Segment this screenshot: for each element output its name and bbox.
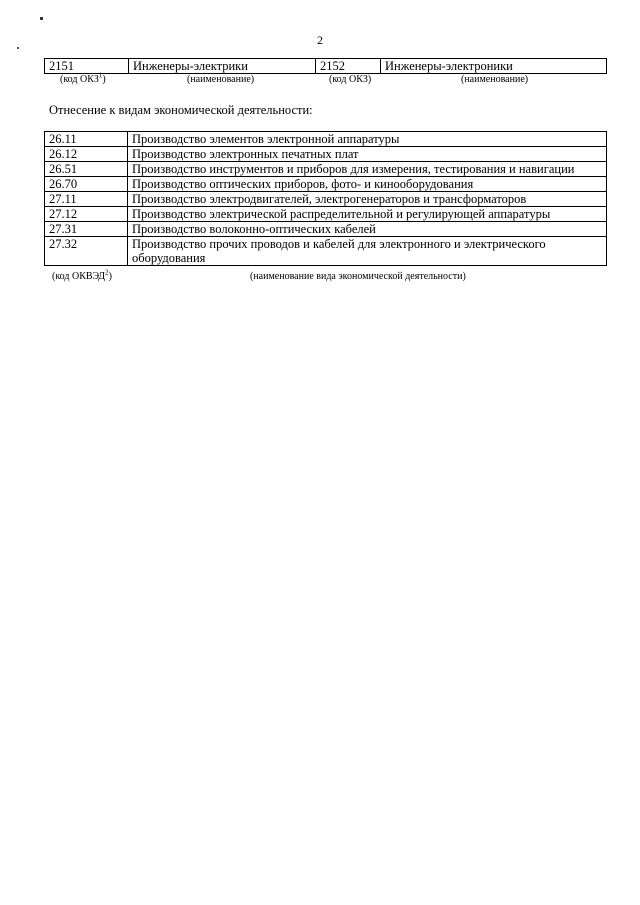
okved-code-cell: 27.31 bbox=[45, 222, 128, 237]
okved-name-caption: (наименование вида экономической деятельности) bbox=[250, 271, 466, 282]
okved-code-cell: 26.12 bbox=[45, 147, 128, 162]
okved-table bbox=[44, 131, 607, 266]
okz-code-caption-close: ) bbox=[102, 74, 106, 85]
okz-code-cell: 2152 bbox=[316, 59, 381, 74]
okved-code-cell: 26.11 bbox=[45, 132, 128, 147]
okved-name-cell: Производство элементов электронной аппаратуры bbox=[128, 132, 607, 147]
table-row bbox=[45, 59, 607, 74]
okved-code-cell: 26.70 bbox=[45, 177, 128, 192]
table-row bbox=[45, 237, 607, 266]
footnote-marker: 2 bbox=[105, 268, 109, 277]
okved-name-cell: Производство инструментов и приборов для измерения, тестирования и навигации bbox=[128, 162, 607, 177]
okved-code-cell: 27.11 bbox=[45, 192, 128, 207]
okved-code-caption-close: ) bbox=[108, 271, 112, 282]
okz-table bbox=[44, 58, 607, 74]
page-number: 2 bbox=[317, 33, 323, 47]
okved-name-cell: Производство волоконно-оптических кабелей bbox=[128, 222, 607, 237]
table-row bbox=[45, 132, 607, 147]
okz-name-cell: Инженеры-электроники bbox=[381, 59, 607, 74]
table-row bbox=[45, 192, 607, 207]
okved-name-cell: Производство электронных печатных плат bbox=[128, 147, 607, 162]
okz-code-caption-label: (код ОКЗ bbox=[60, 74, 99, 85]
okz-code-cell: 2151 bbox=[45, 59, 129, 74]
footnote-marker: 1 bbox=[98, 71, 103, 80]
okved-code-cell: 27.12 bbox=[45, 207, 128, 222]
table-row bbox=[45, 207, 607, 222]
okved-code-cell: 27.32 bbox=[45, 237, 128, 266]
okz-name-cell: Инженеры-электрики bbox=[129, 59, 316, 74]
okved-code-caption bbox=[52, 268, 112, 282]
okz-code-caption bbox=[60, 71, 106, 85]
okved-name-cell: Производство прочих проводов и кабелей для электронного и электрического оборудования bbox=[128, 237, 607, 266]
table-row bbox=[45, 147, 607, 162]
table-row bbox=[45, 162, 607, 177]
okved-name-cell: Производство электрической распределительной и регулирующей аппаратуры bbox=[128, 207, 607, 222]
okz-name-caption-2: (наименование) bbox=[461, 74, 529, 85]
okz-code-caption-2: (код ОКЗ) bbox=[329, 74, 372, 85]
scan-speck bbox=[40, 17, 43, 20]
okved-name-cell: Производство оптических приборов, фото- и кинооборудования bbox=[128, 177, 607, 192]
okved-name-cell: Производство электродвигателей, электрогенераторов и трансформаторов bbox=[128, 192, 607, 207]
table-row bbox=[45, 222, 607, 237]
okz-name-caption: (наименование) bbox=[187, 74, 255, 85]
section-heading: Отнесение к видам экономической деятельности: bbox=[49, 103, 313, 117]
okved-code-cell: 26.51 bbox=[45, 162, 128, 177]
okved-code-caption-label: (код ОКВЭД bbox=[52, 271, 106, 282]
table-row bbox=[45, 177, 607, 192]
